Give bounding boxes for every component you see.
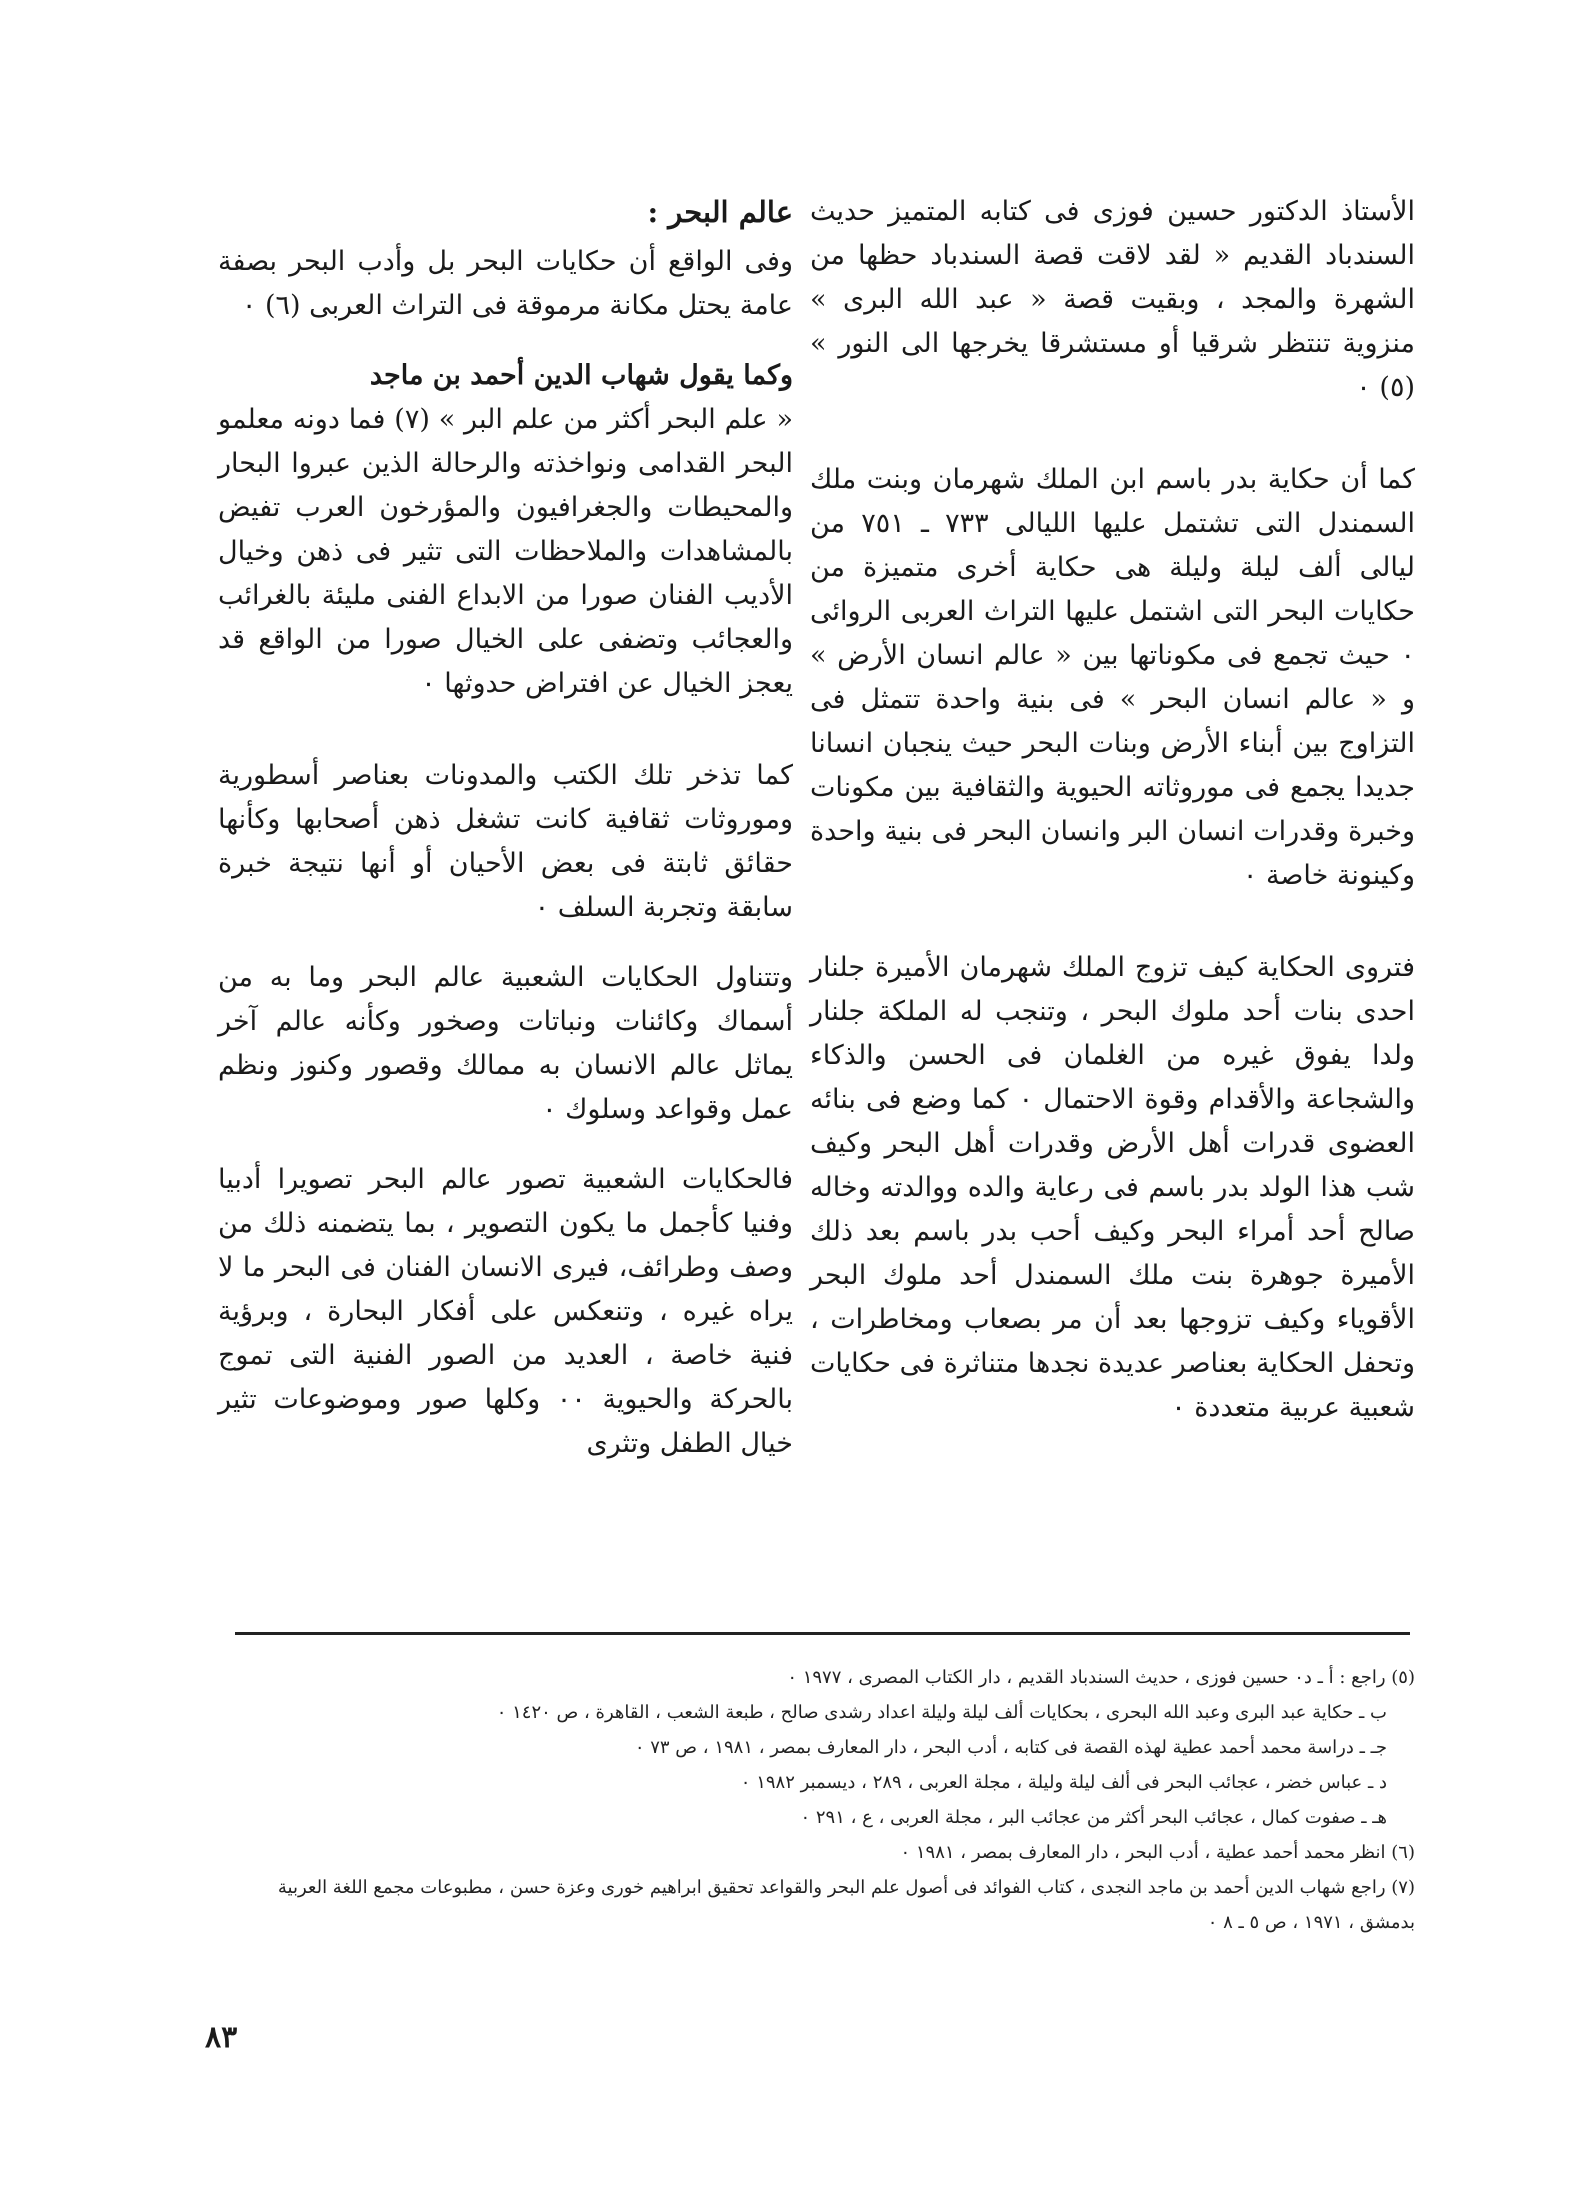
page-number: ٨٣ (205, 2020, 238, 2055)
body-paragraph: كما تذخر تلك الكتب والمدونات بعناصر أسطورية وموروثات ثقافية كانت تشغل ذهن أصحابها وكأنها حقائق ثابتة فى بعض الأحيان أو أنها نتيجة خبرة سابقة وتجربة السلف ٠ (218, 760, 793, 923)
body-paragraph: فتروى الحكاية كيف تزوج الملك شهرمان الأميرة جلنار احدى بنات أحد ملوك البحر ، وتنجب له الملكة جلنار ولدا يفوق غيره من الغلمان فى الحسن والذكاء والشجاعة والأقدام وقوة الاحتمال ٠ كما وضع فى بنائه العضوى قدرات أهل الأرض وقدرات أهل البحر وكيف شب هذا الولد بدر باسم فى رعاية والده ووالدته وخاله صالح أحد أمراء البحر وكيف أحب بدر باسم بعد ذلك الأميرة جوهرة بنت ملك السمندل أحد ملوك البحر الأقوياء وكيف تزوجها بعد أن مر بصعاب ومخاطرات ، وتحفل الحكاية بعناصر عديدة نجدها متناثرة فى حكايات شعبية عربية متعددة ٠ (810, 952, 1415, 1423)
footnote: د ـ عباس خضر ، عجائب البحر فى ألف ليلة وليلة ، مجلة العربى ، ٢٨٩ ، ديسمبر ١٩٨٢ ٠ (740, 1772, 1387, 1793)
paragraph-lead: وكما يقول شهاب الدين أحمد بن ماجد (369, 360, 793, 391)
body-paragraph: كما أن حكاية بدر باسم ابن الملك شهرمان وبنت ملك السمندل التى تشتمل عليها الليالى ٧٣٣ ـ ٧٥١ من ليالى ألف ليلة وليلة هى حكاية أخرى متميزة من حكايات البحر التى اشتمل عليها التراث العربى الروائى ٠ حيث تجمع فى مكوناتها بين « عالم انسان الأرض » و « عالم انسان البحر » فى بنية واحدة تتمثل فى التزاوج بين أبناء الأرض وبنات البحر حيث ينجبان انسانا جديدا يجمع فى موروثاته الحيوية والثقافية بين مكونات وخبرة وقدرات انسان البر وانسان البحر فى بنية واحدة وكينونة خاصة ٠ (810, 464, 1415, 891)
footnote: هـ ـ صفوت كمال ، عجائب البحر أكثر من عجائب البر ، مجلة العربى ، ع ، ٢٩١ ٠ (800, 1807, 1387, 1828)
footnote: جـ ـ دراسة محمد أحمد عطية لهذه القصة فى كتابه ، أدب البحر ، دار المعارف بمصر ، ١٩٨١ ، ص ٧٣ ٠ (634, 1737, 1387, 1758)
footnote: (٧) راجع شهاب الدين أحمد بن ماجد النجدى ، كتاب الفوائد فى أصول علم البحر والقواعد تحقيق ابراهيم خورى وعزة حسن ، مطبوعات مجمع اللغة العربية بدمشق ، ١٩٧١ ، ص ٥ ـ ٨ ٠ (277, 1877, 1415, 1933)
footnote: (٥) راجع : أ ـ د٠ حسين فوزى ، حديث السندباد القديم ، دار الكتاب المصرى ، ١٩٧٧ ٠ (787, 1667, 1415, 1688)
body-paragraph: وفى الواقع أن حكايات البحر بل وأدب البحر بصفة عامة يحتل مكانة مرموقة فى التراث العربى (٦) ٠ (218, 246, 793, 321)
section-heading: عالم البحر : (647, 195, 793, 229)
body-paragraph: « علم البحر أكثر من علم البر » (٧) فما دونه معلمو البحر القدامى ونواخذته والرحالة الذين عبروا البحار والمحيطات والجغرافيون والمؤرخون العرب تفيض بالمشاهدات والملاحظات التى تثير فى ذهن وخيال الأديب الفنان صورا من الابداع الفنى مليئة بالغرائب والعجائب وتضفى على الخيال صورا من الواقع قد يعجز الخيال عن افتراض حدوثها ٠ (218, 404, 793, 699)
body-paragraph: فالحكايات الشعبية تصور عالم البحر تصويرا أدبيا وفنيا كأجمل ما يكون التصوير ، بما يتضمنه ذلك من وصف وطرائف، فيرى الانسان الفنان فى البحر ما لا يراه غيره ، وتنعكس على أفكار البحارة ، وبرؤية فنية خاصة ، العديد من الصور الفنية التى تموج بالحركة والحيوية ٠٠ وكلها صور وموضوعات تثير خيال الطفل وتثرى (218, 1164, 793, 1459)
footnote-divider (235, 1632, 1410, 1635)
footnote: ب ـ حكاية عبد البرى وعبد الله البحرى ، بحكايات ألف ليلة وليلة اعداد رشدى صالح ، طبعة الشعب ، القاهرة ، ص ١٤٢٠ ٠ (496, 1702, 1387, 1723)
body-paragraph: وتتناول الحكايات الشعبية عالم البحر وما به من أسماك وكائنات ونباتات وصخور وكأنه عالم آخر يماثل عالم الانسان به ممالك وقصور وكنوز ونظم عمل وقواعد وسلوك ٠ (218, 962, 793, 1125)
footnotes (220, 1660, 1415, 1940)
left-column (218, 190, 793, 1466)
footnote: (٦) انظر محمد أحمد عطية ، أدب البحر ، دار المعارف بمصر ، ١٩٨١ ٠ (900, 1842, 1415, 1863)
intro-paragraph: الأستاذ الدكتور حسين فوزى فى كتابه المتميز حديث السندباد القديم « لقد لاقت قصة السندباد حظها من الشهرة والمجد ، وبقيت قصة « عبد الله البرى » منزوية تنتظر شرقيا أو مستشرقا يخرجها الى النور » (٥) ٠ (810, 196, 1415, 403)
right-column (810, 190, 1415, 1430)
